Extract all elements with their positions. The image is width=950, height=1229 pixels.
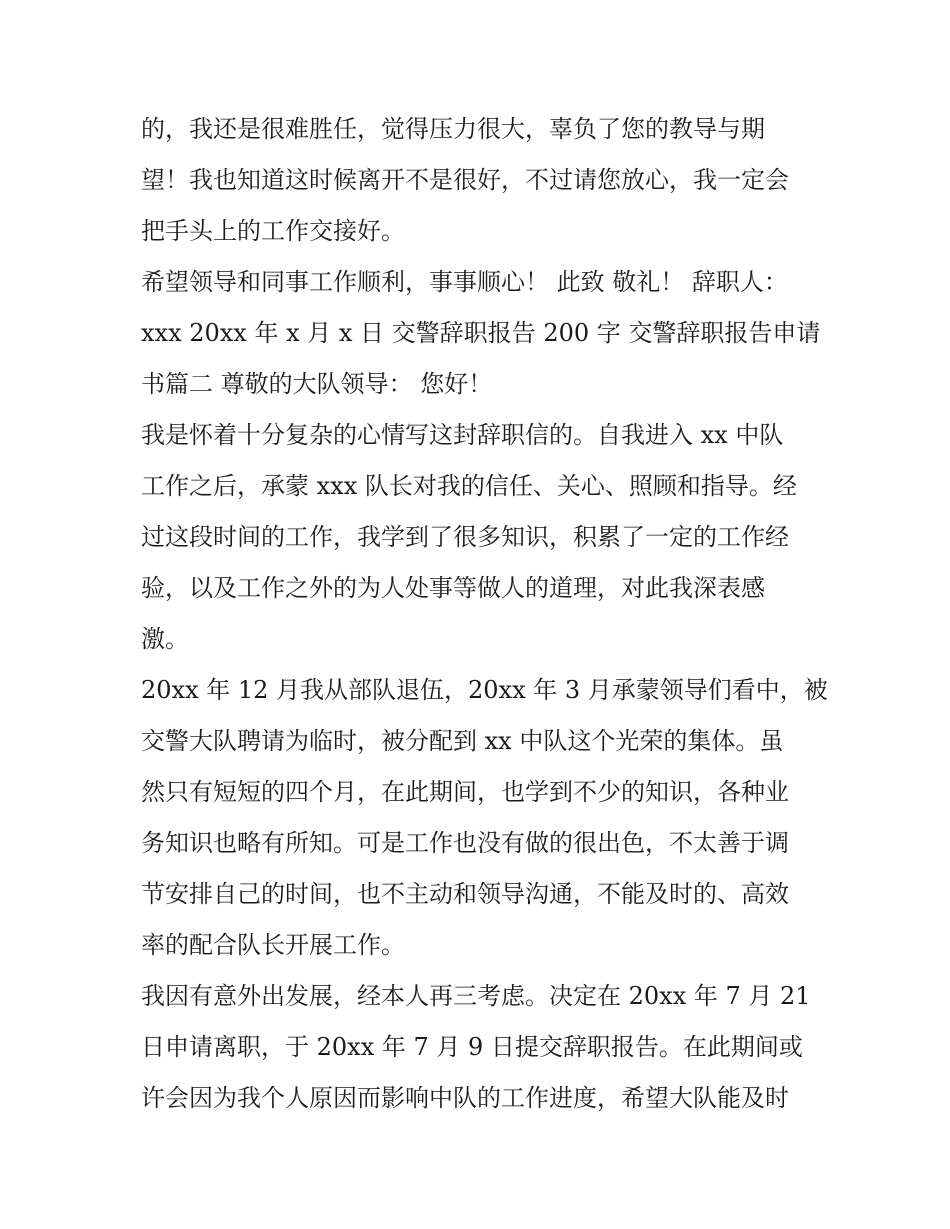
text-line: 书篇二 尊敬的大队领导： 您好！ (141, 370, 493, 398)
text-line: 日申请离职，于 20xx 年 7 月 9 日提交辞职报告。在此期间或 (141, 1033, 803, 1061)
text-line: 交警大队聘请为临时，被分配到 xx 中队这个光荣的集体。虽 (141, 727, 784, 755)
text-line: 验，以及工作之外的为人处事等做人的道理，对此我深表感 (141, 574, 765, 602)
text-line: 然只有短短的四个月，在此期间，也学到不少的知识，各种业 (141, 778, 789, 806)
text-line: 望！我也知道这时候离开不是很好，不过请您放心，我一定会 (141, 166, 789, 194)
text-line: 希望领导和同事工作顺利，事事顺心！ 此致 敬礼！ 辞职人： (141, 268, 788, 296)
text-line: 务知识也略有所知。可是工作也没有做的很出色，不太善于调 (141, 829, 789, 857)
text-line: 把手头上的工作交接好。 (141, 217, 405, 245)
text-line: 工作之后，承蒙 xxx 队长对我的信任、关心、照顾和指导。经 (141, 472, 797, 500)
text-line: 的，我还是很难胜任，觉得压力很大，辜负了您的教导与期 (141, 115, 765, 143)
text-line: 20xx 年 12 月我从部队退伍，20xx 年 3 月承蒙领导们看中，被 (141, 676, 828, 704)
text-line: 过这段时间的工作，我学到了很多知识，积累了一定的工作经 (141, 523, 789, 551)
text-line: 激。 (141, 625, 189, 653)
text-line: 我是怀着十分复杂的心情写这封辞职信的。自我进入 xx 中队 (141, 421, 784, 449)
text-line: xxx 20xx 年 x 月 x 日 交警辞职报告 200 字 交警辞职报告申请 (141, 319, 821, 347)
text-line: 节安排自己的时间，也不主动和领导沟通，不能及时的、高效 (141, 880, 789, 908)
text-line: 我因有意外出发展，经本人再三考虑。决定在 20xx 年 7 月 21 (141, 982, 811, 1010)
text-line: 许会因为我个人原因而影响中队的工作进度，希望大队能及时 (141, 1084, 789, 1112)
text-line: 率的配合队长开展工作。 (141, 931, 405, 959)
body-text (141, 104, 828, 1124)
